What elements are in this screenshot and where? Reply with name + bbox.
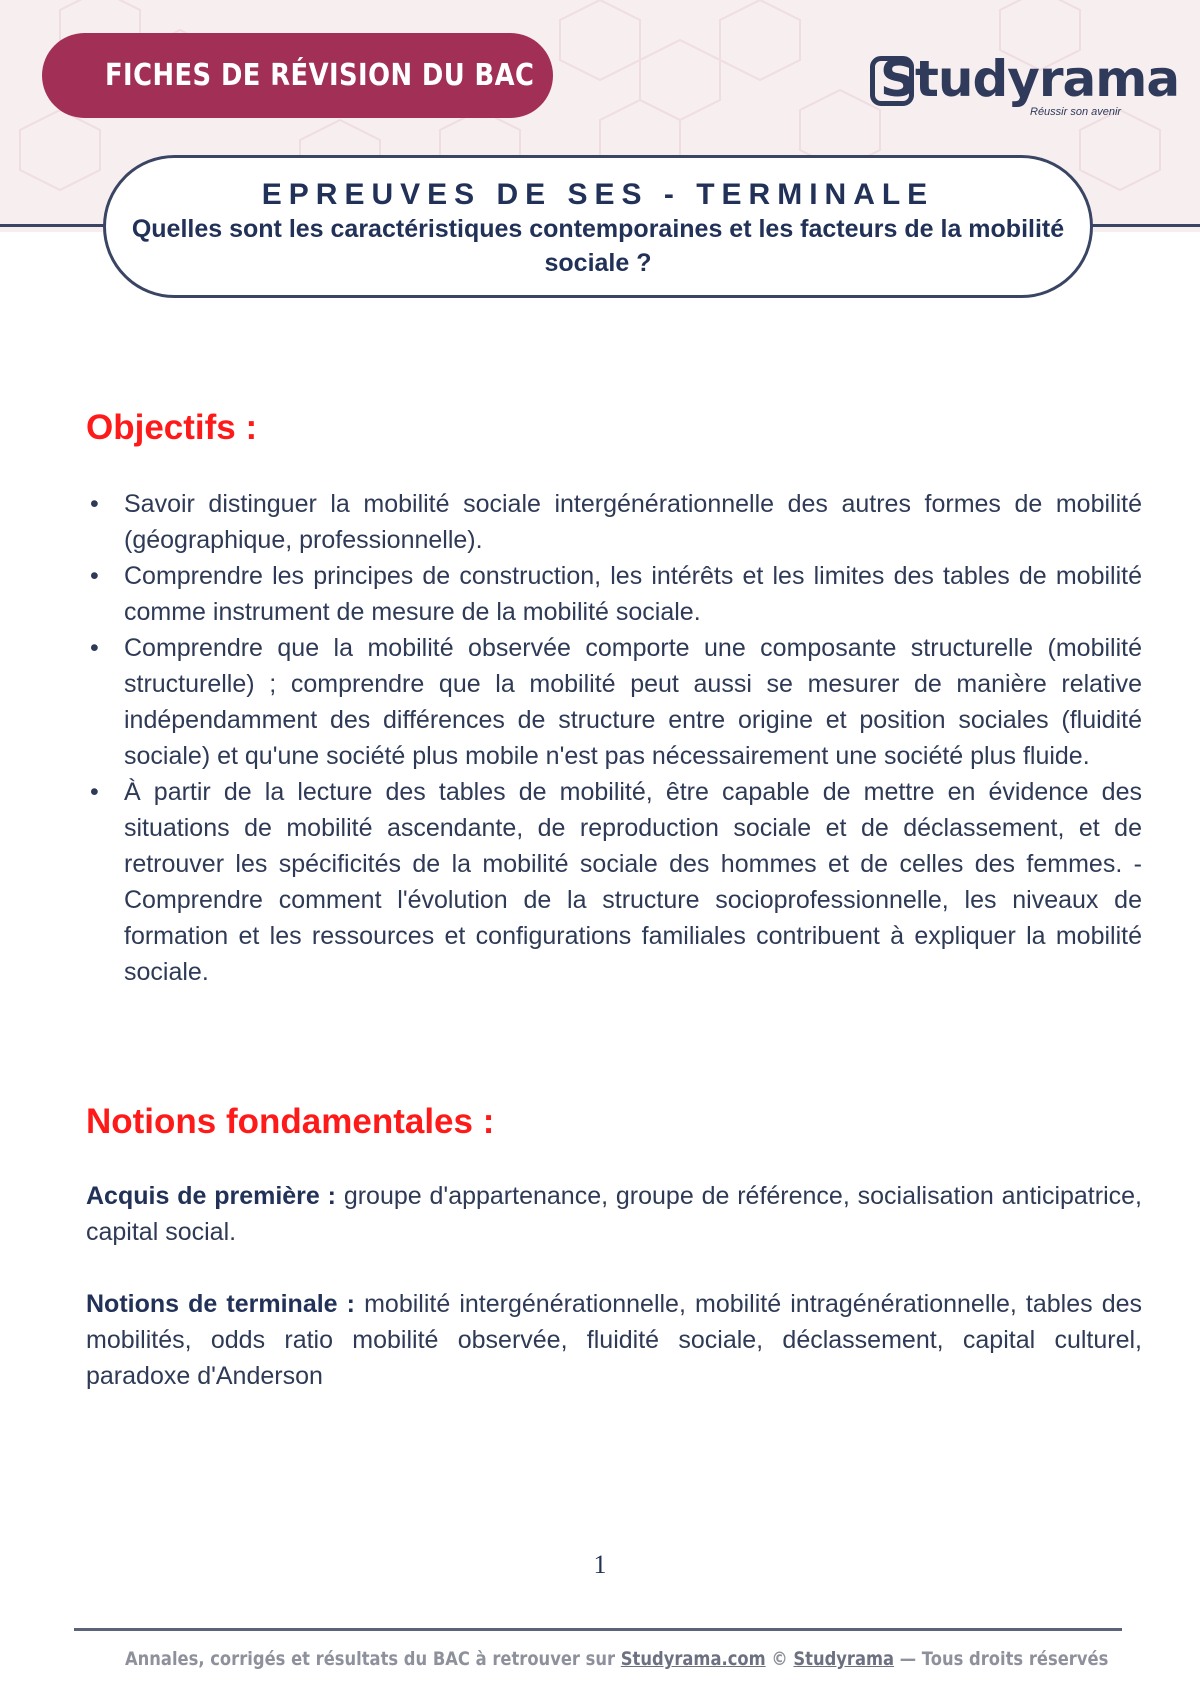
bullet-icon: •	[90, 634, 99, 662]
list-item	[86, 630, 1142, 774]
logo-wordmark: Studyrama	[880, 50, 1180, 108]
studyrama-logo	[870, 50, 1180, 122]
footer-site-link[interactable]: Studyrama.com	[620, 1648, 766, 1670]
terminale-text: mobilité intergénérationnelle, mobilité intragénérationnelle, tables des mobilités, odds ratio mobilité observée, fluidité sociale, déclassement, capital culturel, paradoxe d'Anderson	[86, 1290, 1143, 1390]
objectives-heading: Objectifs :	[86, 408, 258, 447]
notions-heading: Notions fondamentales :	[86, 1102, 495, 1141]
footer-prefix: Annales, corrigés et résultats du BAC à retrouver sur	[125, 1648, 616, 1670]
footer-brand-link[interactable]: Studyrama	[793, 1648, 895, 1670]
objective-text: Comprendre que la mobilité observée comporte une composante structurelle (mobilité structurelle) ; comprendre que la mobilité peut aussi se mesurer de manière relative indépendamment des différences de structure entre origine et position sociales (fluidité sociale) et qu'une société plus mobile n'est pas nécessairement une société plus fluide.	[124, 634, 1142, 770]
bullet-icon: •	[90, 562, 99, 590]
list-item	[86, 486, 1142, 558]
notions-section	[86, 1102, 1142, 1394]
premiere-label: Acquis de première :	[86, 1182, 336, 1210]
list-item	[86, 774, 1142, 990]
objective-text: Savoir distinguer la mobilité sociale intergénérationnelle des autres formes de mobilité (géographique, professionnelle).	[124, 490, 1142, 554]
objectives-list	[86, 486, 1142, 990]
list-item	[86, 558, 1142, 630]
footer	[125, 1648, 1108, 1670]
page-subtitle: Quelles sont les caractéristiques contemporaines et les facteurs de la mobilité sociale ?	[131, 215, 1065, 277]
bullet-icon: •	[90, 490, 99, 518]
page-title: EPREUVES DE SES - TERMINALE	[261, 178, 935, 211]
objectives-section	[86, 408, 1142, 990]
footer-copyright: ©	[771, 1648, 788, 1670]
footer-divider	[74, 1628, 1122, 1631]
objective-text: Comprendre les principes de construction, les intérêts et les limites des tables de mobilité comme instrument de mesure de la mobilité sociale.	[124, 562, 1142, 626]
logo-tagline: Réussir son avenir	[1030, 106, 1122, 118]
revision-badge	[42, 33, 553, 118]
page-number: 1	[593, 1550, 607, 1579]
premiere-text: groupe d'appartenance, groupe de référence, socialisation anticipatrice, capital social.	[86, 1182, 1142, 1246]
terminale-label: Notions de terminale :	[86, 1290, 355, 1318]
revision-badge-label: FICHES DE RÉVISION DU BAC	[105, 58, 535, 93]
footer-suffix: — Tous droits réservés	[899, 1648, 1109, 1670]
title-box	[103, 155, 1093, 298]
premiere-paragraph	[86, 1178, 1142, 1250]
terminale-paragraph	[86, 1286, 1142, 1394]
objective-text: À partir de la lecture des tables de mobilité, être capable de mettre en évidence des situations de mobilité ascendante, de reproduction sociale et de déclassement, et de retrouver les spécificités de la mobilité sociale des hommes et de celles des femmes. - Comprendre comment l'évolution de la structure socioprofessionnelle, les niveaux de formation et les ressources et configurations familiales contribuent à expliquer la mobilité sociale.	[124, 778, 1142, 986]
header-rule-right	[1088, 224, 1200, 227]
header-rule-left	[0, 224, 110, 227]
bullet-icon: •	[90, 778, 99, 806]
